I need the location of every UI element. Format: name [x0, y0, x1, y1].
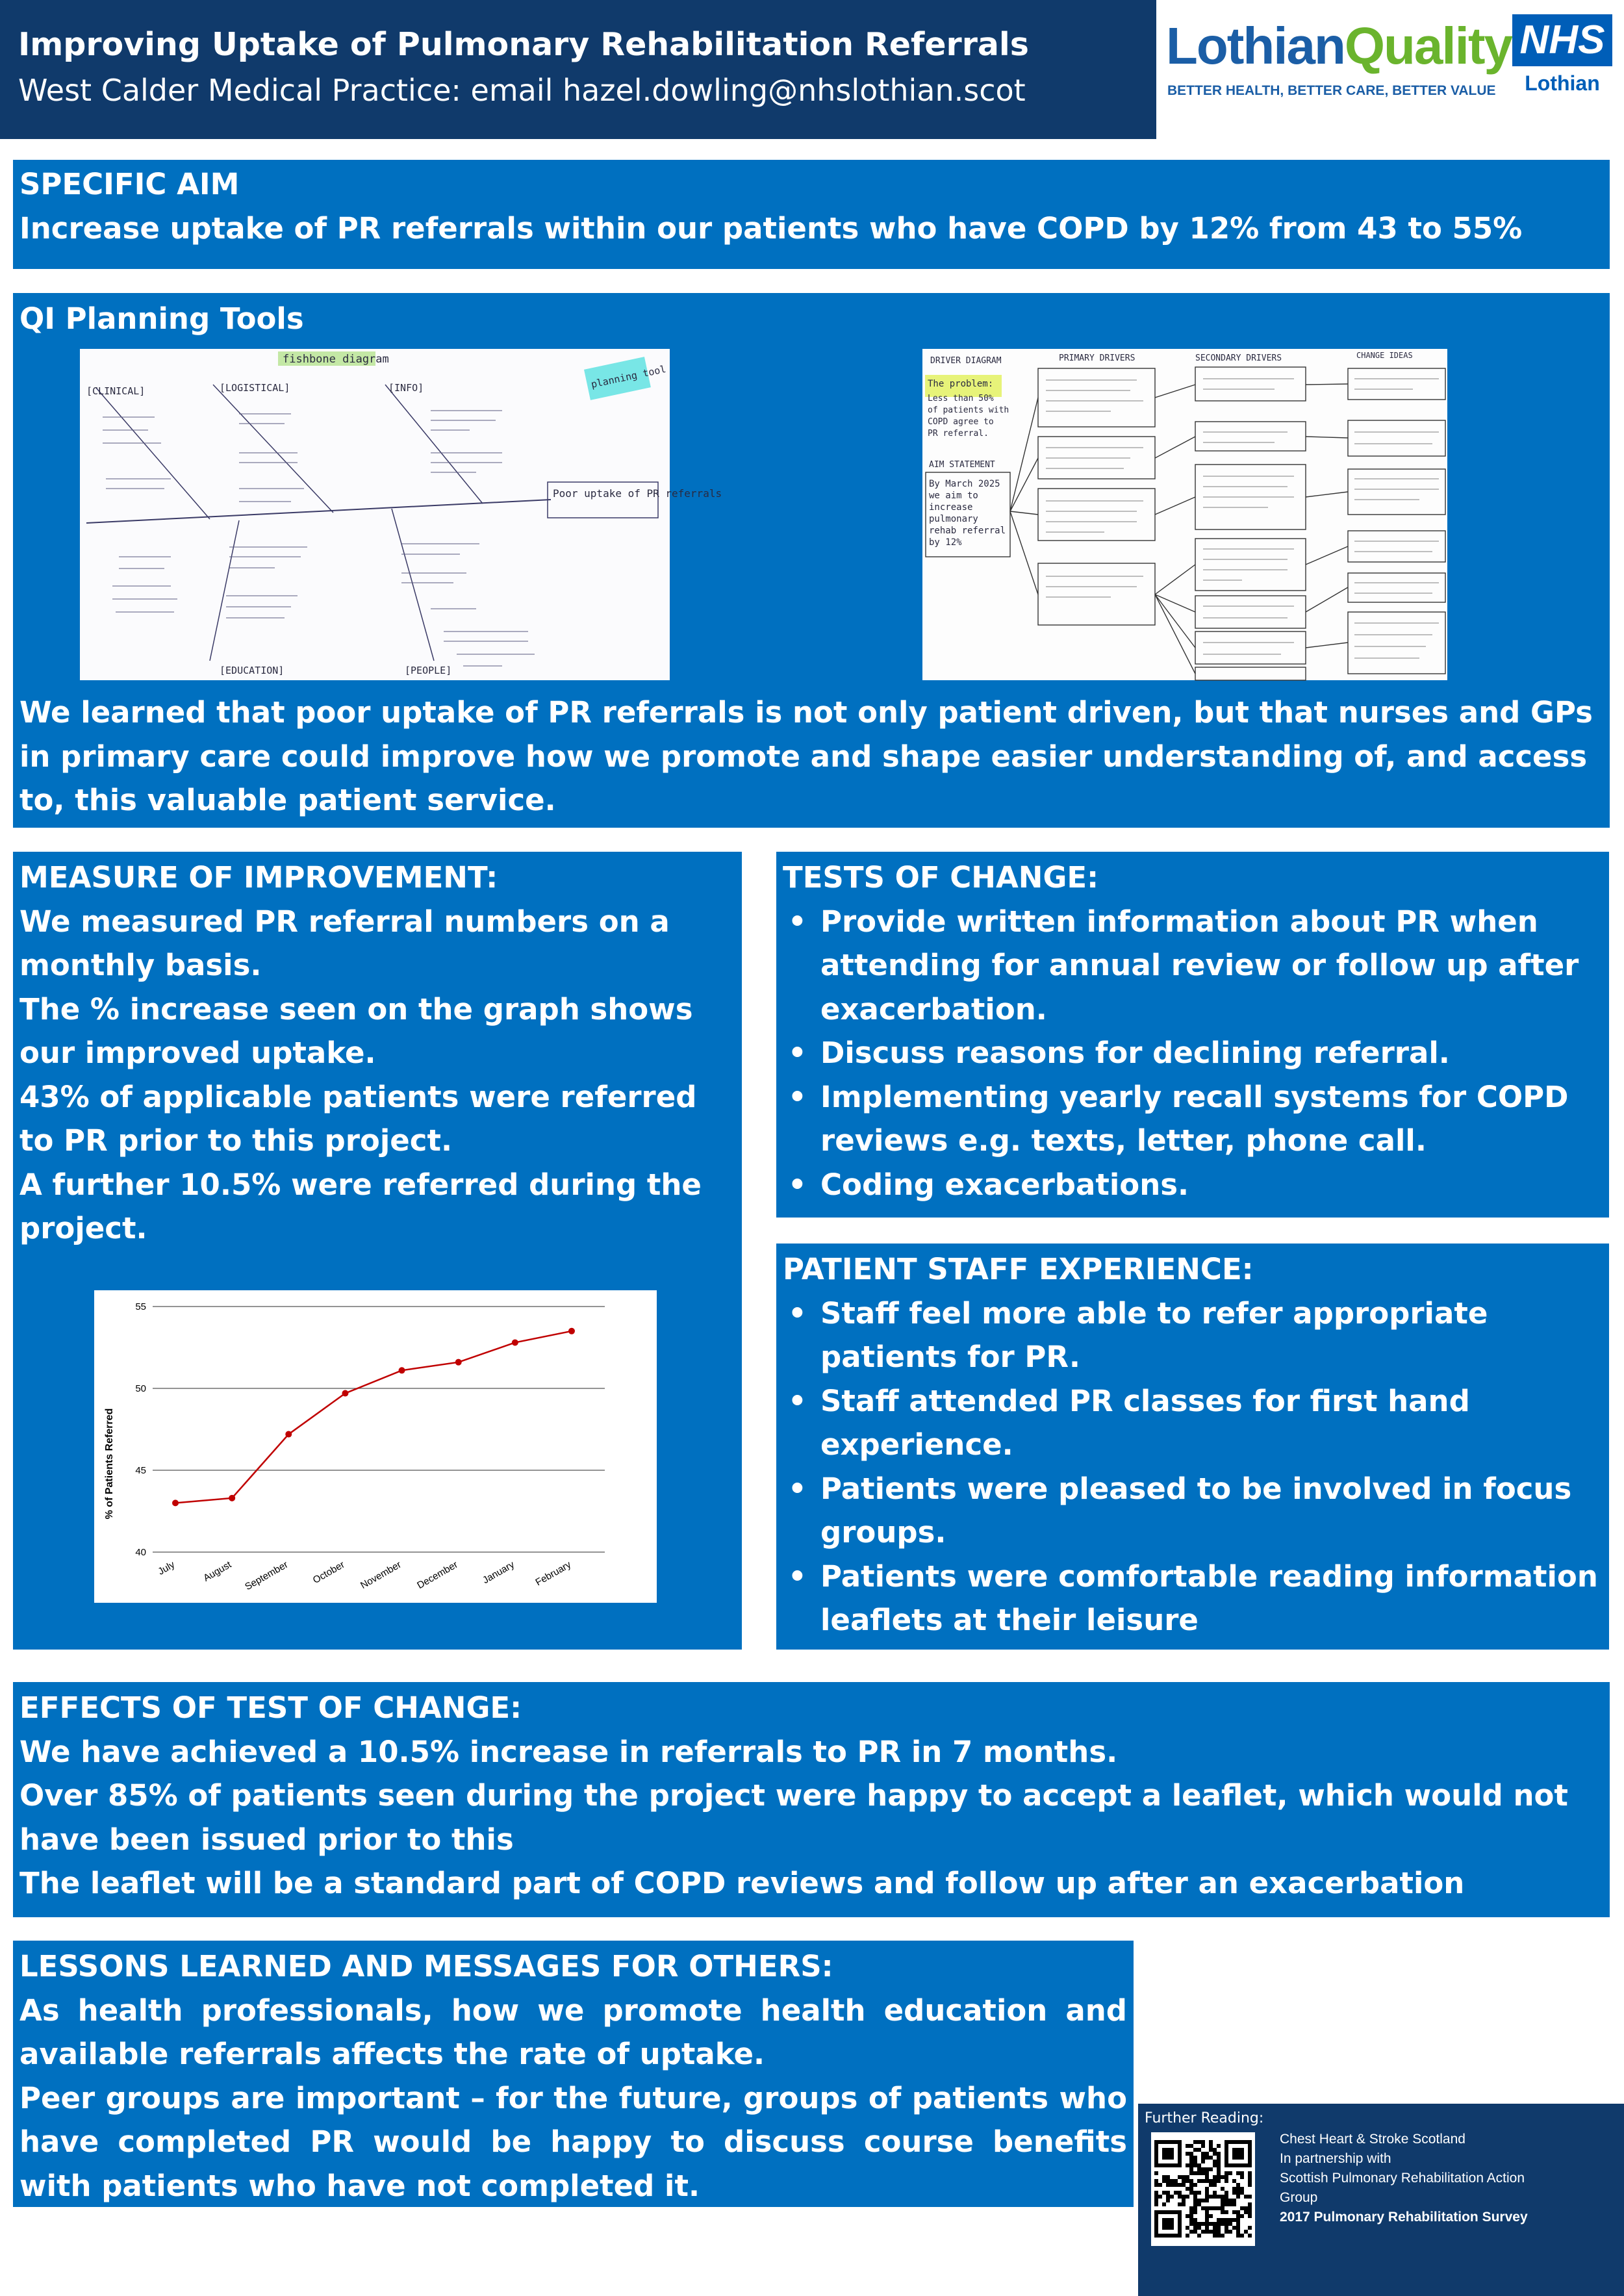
effects-line: The leaflet will be a standard part of COPD reviews and follow up after an exacerbation: [19, 1866, 1465, 1900]
logo-tagline: BETTER HEALTH, BETTER CARE, BETTER VALUE: [1167, 83, 1496, 98]
chart-y-tick-label: 50: [135, 1383, 146, 1394]
driver-problem-label: The problem:: [928, 379, 994, 389]
chart-y-tick-label: 45: [135, 1465, 146, 1476]
measure-line: 43% of applicable patients were referred to PR prior to this project.: [19, 1079, 697, 1158]
experience-item: • Staff attended PR classes for first hand experience.: [783, 1379, 1603, 1467]
poster-header: [0, 0, 1156, 139]
chart-y-tick-label: 40: [135, 1547, 146, 1558]
experience-item: • Staff feel more able to refer appropriate patients for PR.: [783, 1292, 1603, 1379]
driver-diagram: [922, 349, 1447, 680]
chart-data-point: [512, 1339, 518, 1346]
fishbone-title: fishbone diagram: [283, 353, 389, 366]
further-reading-line: 2017 Pulmonary Rehabilitation Survey: [1280, 2210, 1528, 2225]
fishbone-category-clinical: [CLINICAL]: [86, 385, 146, 397]
poster-subtitle: West Calder Medical Practice: email hazel.dowling@nhslothian.scot: [18, 73, 1026, 108]
chart-y-axis-label: % of Patients Referred: [104, 1408, 115, 1520]
qr-code[interactable]: [1151, 2132, 1255, 2246]
further-reading-line: Chest Heart & Stroke Scotland: [1280, 2132, 1465, 2147]
further-reading-line: Scottish Pulmonary Rehabilitation Action: [1280, 2171, 1525, 2186]
effects-heading: EFFECTS OF TEST OF CHANGE:: [19, 1690, 522, 1725]
effects-line: We have achieved a 10.5% increase in referrals to PR in 7 months.: [19, 1734, 1118, 1769]
driver-aim-label: AIM STATEMENT: [929, 460, 995, 470]
lothian-quality-logo: [1166, 16, 1512, 107]
nhs-location: Lothian: [1525, 71, 1600, 95]
driver-header-1: PRIMARY DRIVERS: [1059, 353, 1136, 363]
further-reading-label: Further Reading:: [1145, 2110, 1264, 2126]
driver-aim-line-2: increase: [929, 502, 973, 513]
experience-panel: [776, 1244, 1609, 1650]
referral-chart: [94, 1290, 657, 1603]
qi-planning-panel: [13, 293, 1610, 828]
chart-x-tick-label: September: [243, 1559, 290, 1593]
chart-x-tick-label: February: [533, 1559, 573, 1588]
tests-heading: TESTS OF CHANGE:: [783, 860, 1099, 895]
chart-data-point: [399, 1367, 405, 1373]
driver-header-2: SECONDARY DRIVERS: [1195, 353, 1282, 363]
fishbone-category-info: [INFO]: [388, 382, 424, 394]
further-reading-line: In partnership with: [1280, 2151, 1391, 2166]
logo-word-quality: Quality: [1344, 17, 1512, 75]
measure-line: A further 10.5% were referred during the project.: [19, 1167, 702, 1245]
nhs-lothian-logo: [1507, 14, 1618, 112]
test-item: • Coding exacerbations.: [783, 1163, 1603, 1207]
driver-header-0: DRIVER DIAGRAM: [930, 356, 1002, 366]
referral-line-chart: [94, 1290, 657, 1603]
chart-x-tick-label: January: [481, 1559, 516, 1587]
chart-x-tick-label: November: [359, 1559, 403, 1592]
lessons-line: Peer groups are important – for the future, groups of patients who have completed PR would be happy to discuss course benefits with patients who have not completed it.: [19, 2080, 1127, 2203]
driver-aim-line-5: by 12%: [929, 537, 962, 548]
effects-panel: [13, 1682, 1610, 1917]
lessons-heading: LESSONS LEARNED AND MESSAGES FOR OTHERS:: [19, 1949, 833, 1983]
chart-data-point: [568, 1328, 575, 1334]
planning-summary: We learned that poor uptake of PR referrals is not only patient driven, but that nurses and GPs in primary care could improve how we promote and shape easier understanding of, and access to, this valuable patient service.: [19, 695, 1593, 817]
logo-word-lothian: Lothian: [1166, 17, 1345, 75]
chart-x-tick-label: July: [156, 1559, 177, 1577]
further-reading-box: [1138, 2104, 1624, 2296]
lessons-line: As health professionals, how we promote health education and available referrals affects the rate of uptake.: [19, 1993, 1127, 2071]
measure-line: We measured PR referral numbers on a monthly basis.: [19, 904, 670, 982]
poster-title: Improving Uptake of Pulmonary Rehabilitation Referrals: [18, 26, 1029, 63]
chart-data-point: [172, 1499, 179, 1506]
tests-panel: [776, 852, 1609, 1218]
driver-header-3: CHANGE IDEAS: [1356, 351, 1413, 360]
driver-aim-line-0: By March 2025: [929, 479, 1000, 489]
chart-x-tick-label: October: [311, 1559, 347, 1587]
driver-problem-line-1: of patients with: [928, 405, 1009, 415]
measure-heading: MEASURE OF IMPROVEMENT:: [19, 860, 498, 895]
chart-data-point: [229, 1495, 235, 1501]
measure-line: The % increase seen on the graph shows our improved uptake.: [19, 991, 693, 1070]
fishbone-category-logistical: [LOGISTICAL]: [220, 382, 290, 394]
experience-item: • Patients were comfortable reading information leaflets at their leisure: [783, 1555, 1603, 1642]
fishbone-category-people: [PEOPLE]: [405, 665, 452, 676]
fishbone-category-education: [EDUCATION]: [220, 665, 285, 676]
experience-heading: PATIENT STAFF EXPERIENCE:: [783, 1252, 1254, 1286]
chart-data-point: [285, 1431, 292, 1438]
chart-x-tick-label: December: [415, 1559, 460, 1592]
lessons-panel: [13, 1941, 1134, 2207]
fishbone-effect: Poor uptake of PR referrals: [553, 487, 722, 500]
specific-aim-heading: SPECIFIC AIM: [19, 167, 240, 201]
chart-data-point: [455, 1359, 462, 1366]
effects-line: Over 85% of patients seen during the project were happy to accept a leaflet, which would not have been issued prior to this: [19, 1778, 1568, 1857]
test-item: • Implementing yearly recall systems for COPD reviews e.g. texts, letter, phone call.: [783, 1075, 1603, 1163]
driver-problem-line-0: Less than 50%: [928, 394, 994, 403]
driver-aim-line-1: we aim to: [929, 491, 978, 501]
specific-aim-panel: [13, 160, 1610, 269]
driver-aim-line-4: rehab referral: [929, 526, 1006, 536]
chart-data-point: [342, 1390, 348, 1397]
chart-x-tick-label: August: [201, 1559, 234, 1584]
test-item: • Provide written information about PR when attending for annual review or follow up after exacerbation.: [783, 900, 1603, 1032]
nhs-mark: NHS: [1512, 14, 1613, 66]
fishbone-sticky-note: planning tool: [590, 363, 667, 390]
experience-item: • Patients were pleased to be involved in focus groups.: [783, 1467, 1603, 1555]
driver-problem-line-3: PR referral.: [928, 429, 989, 439]
chart-series-line: [175, 1331, 572, 1503]
qi-planning-heading: QI Planning Tools: [19, 301, 304, 336]
chart-y-tick-label: 55: [135, 1301, 146, 1312]
driver-problem-line-2: COPD agree to: [928, 417, 994, 427]
driver-aim-line-3: pulmonary: [929, 514, 978, 524]
fishbone-diagram: [80, 349, 722, 680]
test-item: • Discuss reasons for declining referral.: [783, 1031, 1603, 1075]
specific-aim-text: Increase uptake of PR referrals within our patients who have COPD by 12% from 43 to 55%: [19, 210, 1523, 246]
further-reading-line: Group: [1280, 2190, 1318, 2205]
